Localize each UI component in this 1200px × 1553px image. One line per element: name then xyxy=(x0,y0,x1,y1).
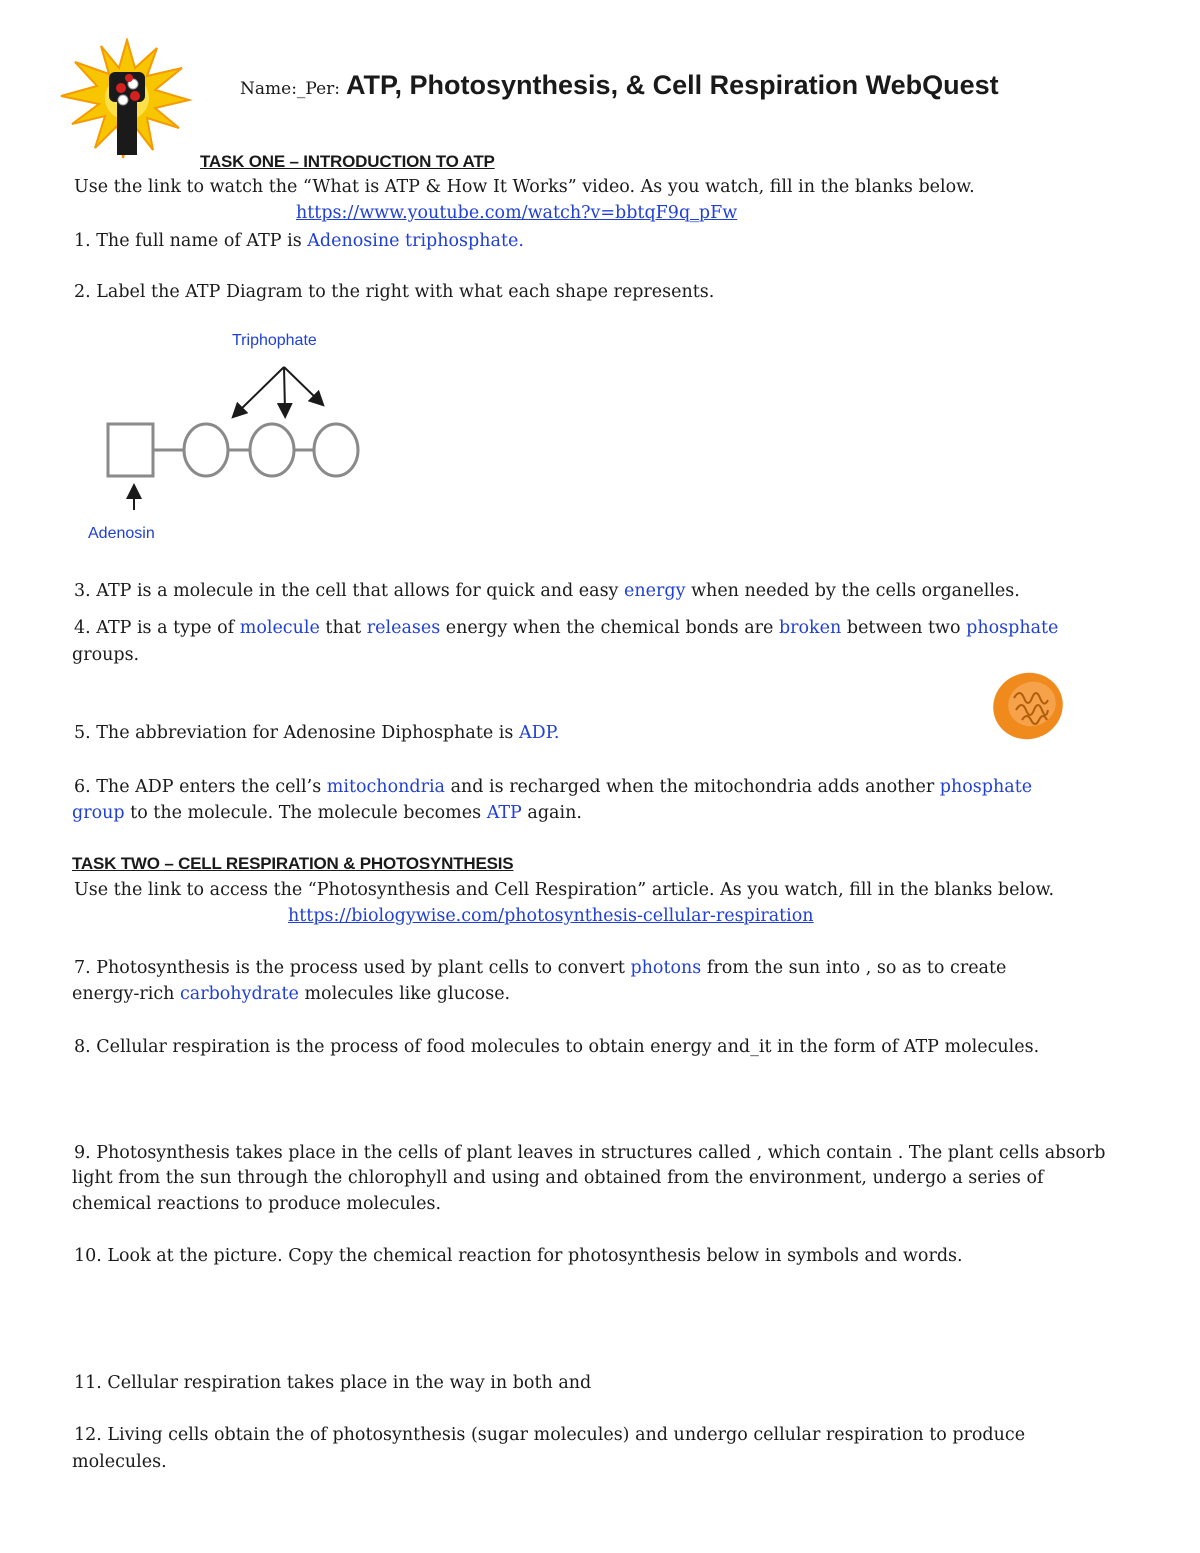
question-3-answer: energy xyxy=(624,581,686,601)
question-5 xyxy=(74,723,559,743)
task-two-heading: TASK TWO – CELL RESPIRATION & PHOTOSYNTHESIS xyxy=(72,854,514,873)
q7-text-d: molecules like glucose. xyxy=(304,984,511,1004)
atp-diagram xyxy=(85,325,375,550)
question-6 xyxy=(74,777,1032,797)
question-6-continued xyxy=(72,803,582,823)
question-3-text-a: 3. ATP is a molecule in the cell that allows for quick and easy xyxy=(74,581,619,601)
question-3-text-b: when needed by the cells organelles. xyxy=(691,581,1020,601)
q4-answer-3: broken xyxy=(778,618,842,638)
q7-text-a: 7. Photosynthesis is the process used by plant cells to convert xyxy=(74,958,625,978)
biologywise-link[interactable]: https://biologywise.com/photosynthesis-cellular-respiration xyxy=(288,906,814,926)
q6-text-a: 6. The ADP enters the cell’s xyxy=(74,777,322,797)
q6-answer-1: mitochondria xyxy=(326,777,445,797)
atp-shapes xyxy=(85,325,375,550)
task-one-instructions: Use the link to watch the “What is ATP & How It Works” video. As you watch, fill in the blanks below. xyxy=(74,177,975,197)
q6-text-c: to the molecule. The molecule becomes xyxy=(130,803,482,823)
question-1-answer: Adenosine triphosphate. xyxy=(307,231,524,251)
page-title xyxy=(240,70,999,101)
youtube-link[interactable]: https://www.youtube.com/watch?v=bbtqF9q_pFw xyxy=(296,203,738,223)
name-period-label: Name:_Per: xyxy=(240,79,341,99)
worksheet-title: ATP, Photosynthesis, & Cell Respiration WebQuest xyxy=(346,70,999,100)
q4-answer-1: molecule xyxy=(239,618,320,638)
q6-answer-3: group xyxy=(72,803,125,823)
q7-text-b: from the sun into , so as to create xyxy=(706,958,1007,978)
q4-answer-2: releases xyxy=(366,618,441,638)
logo-icon xyxy=(55,38,205,163)
question-5-text: 5. The abbreviation for Adenosine Diphosphate is xyxy=(74,723,514,743)
question-8: 8. Cellular respiration is the process of food molecules to obtain energy and_it in the form of ATP molecules. xyxy=(74,1037,1040,1057)
question-9-line-3: chemical reactions to produce molecules. xyxy=(72,1194,442,1214)
question-9-line-2: light from the sun through the chlorophyll and using and obtained from the environment, undergo a series of xyxy=(72,1168,1044,1188)
question-4 xyxy=(74,618,1058,638)
q7-answer-1: photons xyxy=(630,958,702,978)
q7-answer-2: carbohydrate xyxy=(179,984,299,1004)
adenosine-label: Adenosin xyxy=(88,525,155,542)
question-4-continued: groups. xyxy=(72,645,140,665)
task-two-instructions: Use the link to access the “Photosynthesis and Cell Respiration” article. As you watch, fill in the blanks below. xyxy=(74,880,1055,900)
question-12-line-2: molecules. xyxy=(72,1452,167,1472)
q6-answer-4: ATP xyxy=(486,803,522,823)
question-12-line-1: 12. Living cells obtain the of photosynthesis (sugar molecules) and undergo cellular respiration to produce xyxy=(74,1425,1026,1445)
question-11: 11. Cellular respiration takes place in the way in both and xyxy=(74,1373,592,1393)
task-one-heading: TASK ONE – INTRODUCTION TO ATP xyxy=(200,152,495,171)
q7-text-c: energy-rich xyxy=(72,984,175,1004)
question-7-continued xyxy=(72,984,510,1004)
question-5-answer: ADP. xyxy=(518,723,560,743)
question-7 xyxy=(74,958,1006,978)
q4-text-c: energy when the chemical bonds are xyxy=(445,618,774,638)
question-3 xyxy=(74,581,1020,601)
question-9-line-1: 9. Photosynthesis takes place in the cells of plant leaves in structures called , which contain . The plant cells absorb xyxy=(74,1143,1106,1163)
triphosphate-label: Triphophate xyxy=(232,332,317,349)
question-1-text: 1. The full name of ATP is xyxy=(74,231,302,251)
q4-text-a: 4. ATP is a type of xyxy=(74,618,235,638)
q4-text-b: that xyxy=(325,618,362,638)
q4-answer-4: phosphate xyxy=(966,618,1059,638)
q6-text-d: again. xyxy=(527,803,582,823)
q6-answer-2: phosphate xyxy=(939,777,1033,797)
q6-text-b: and is recharged when the mitochondria adds another xyxy=(450,777,935,797)
question-1 xyxy=(74,231,524,251)
question-2: 2. Label the ATP Diagram to the right with what each shape represents. xyxy=(74,282,715,302)
mitochondria-icon xyxy=(988,668,1068,744)
question-10: 10. Look at the picture. Copy the chemical reaction for photosynthesis below in symbols and words. xyxy=(74,1246,963,1266)
q4-text-d: between two xyxy=(846,618,961,638)
